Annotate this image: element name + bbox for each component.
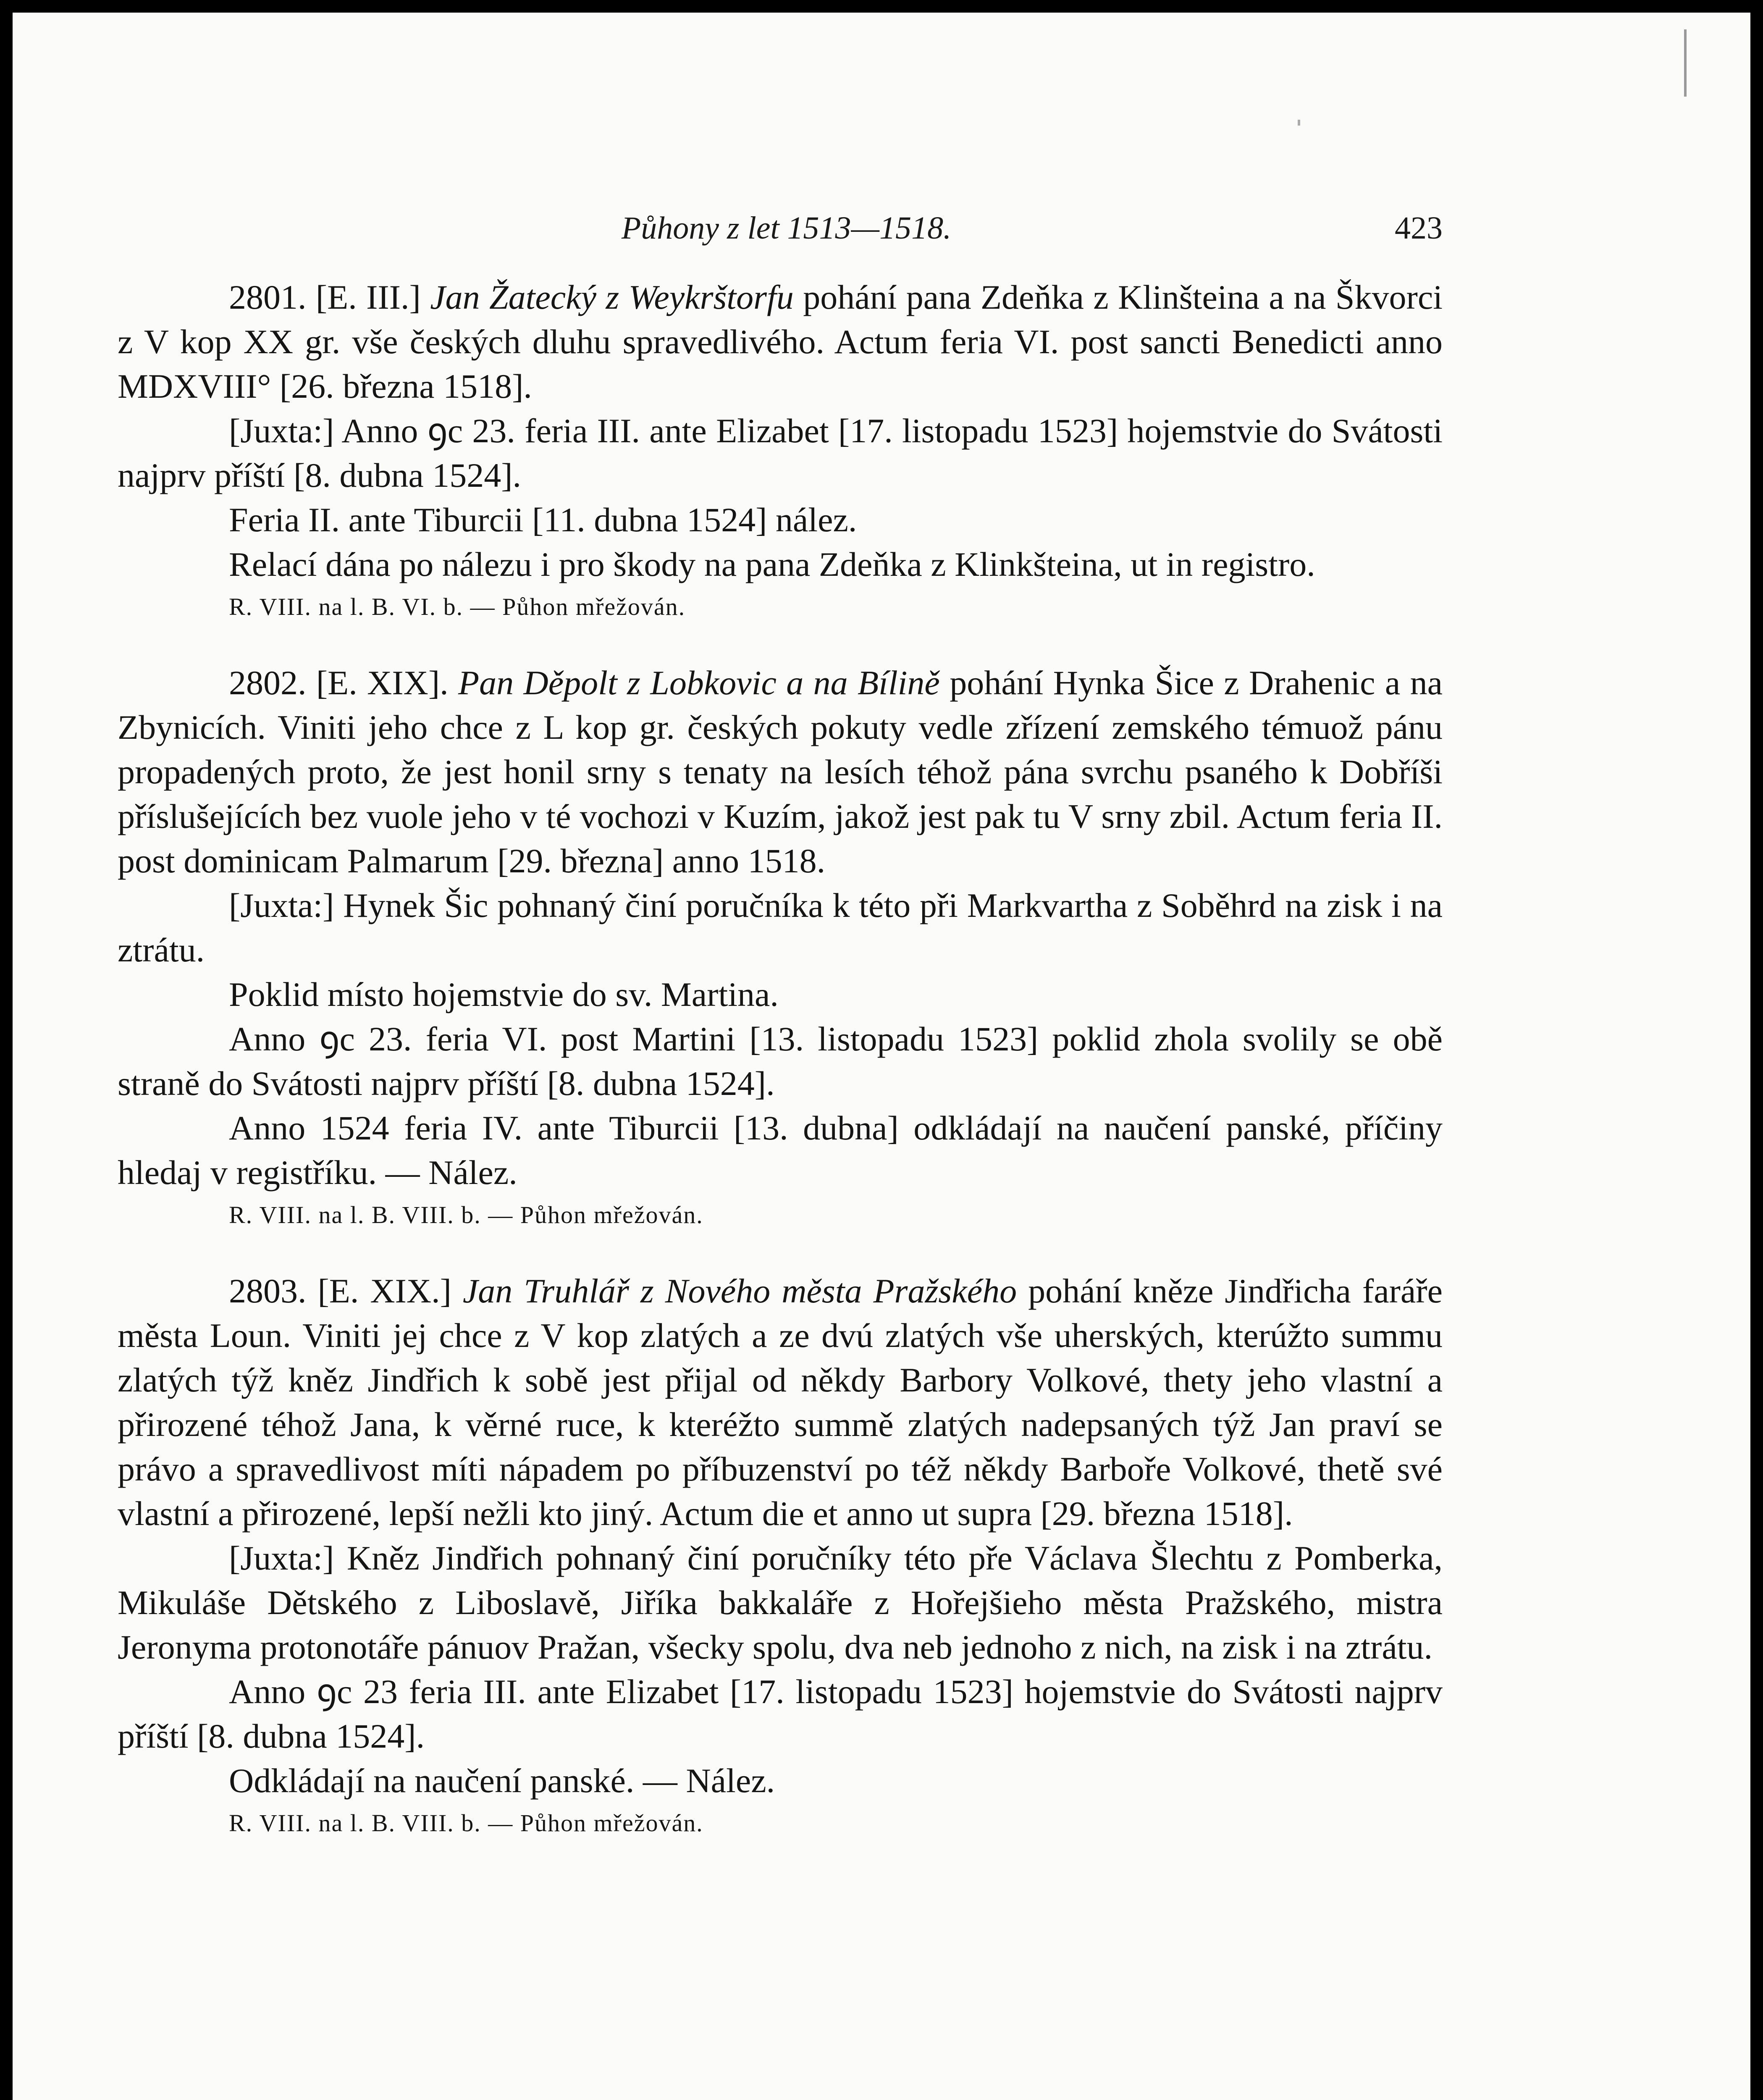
scan-artifact — [1298, 120, 1300, 126]
entry-lead — [118, 275, 1443, 409]
entry-number: 2802. [E. XIX]. — [229, 664, 449, 702]
entry-paragraph: [Juxta:] Anno ꝯc 23. feria III. ante Elizabet [17. listopadu 1523] hojemstvie do Svátosti najprv příští [8. dubna 1524]. — [118, 412, 1443, 494]
entry-paragraph: Odkládají na naučení panské. — Nález. — [229, 1761, 775, 1800]
entry-paragraph: Feria II. ante Tiburcii [11. dubna 1524] nález. — [229, 501, 857, 539]
entry-2802 — [118, 661, 1443, 1235]
entry-paragraph: Anno ꝯc 23 feria III. ante Elizabet [17. listopadu 1523] hojemstvie do Svátosti najprv příští [8. dubna 1524]. — [118, 1672, 1443, 1755]
running-header — [130, 210, 1443, 256]
body-text — [118, 275, 1443, 1877]
entry-note: R. VIII. na l. B. VI. b. — Půhon mřežován. — [229, 593, 686, 620]
entry-lead — [118, 1269, 1443, 1536]
entry-paragraph: Anno 1524 feria IV. ante Tiburcii [13. dubna] odkládají na naučení panské, příčiny hledaj v registříku. — Nález. — [118, 1109, 1443, 1192]
entry-plaintiff: Pan Děpolt z Lobkovic a na Bílině — [458, 664, 940, 702]
scan-artifact — [1684, 29, 1687, 97]
entry-paragraph: [Juxta:] Hynek Šic pohnaný činí poručníka k této při Markvartha z Soběhrd na zisk i na ztrátu. — [118, 886, 1443, 969]
entry-text: pohání Hynka Šice z Drahenic a na Zbynicích. Viniti jeho chce z L kop gr. českých pokuty vedle zřízení zemského témuož pánu propadených proto, že jest honil srny s tenaty na lesích téhož pána svrchu psaného k Dobříši příslušejících bez vuole jeho v té vochozi v Kuzím, jakož jest pak tu V srny zbil. Actum feria II. post dominicam Palmarum [29. března] anno 1518. — [118, 664, 1443, 880]
entry-note: R. VIII. na l. B. VIII. b. — Půhon mřežován. — [229, 1201, 703, 1228]
entry-paragraph: Anno ꝯc 23. feria VI. post Martini [13. listopadu 1523] poklid zhola svolily se obě straně do Svátosti najprv příští [8. dubna 1524]. — [118, 1020, 1443, 1102]
entry-2801 — [118, 275, 1443, 627]
entry-text: pohání pana Zdeňka z Klinšteina a na Škvorci z V kop XX gr. vše českých dluhu spravedlivého. Actum feria VI. post sancti Benedicti anno MDXVIII° [26. března 1518]. — [118, 278, 1443, 405]
entry-paragraph: Relací dána po nálezu i pro škody na pana Zdeňka z Klinkšteina, ut in registro. — [229, 545, 1315, 583]
scanned-page — [13, 13, 1750, 2100]
entry-note: R. VIII. na l. B. VIII. b. — Půhon mřežován. — [229, 1809, 703, 1837]
entry-plaintiff: Jan Žatecký z Weykrštorfu — [430, 278, 794, 316]
entry-number: 2803. [E. XIX.] — [229, 1272, 451, 1310]
entry-text: pohání kněze Jindřicha faráře města Loun. Viniti jej chce z V kop zlatých a ze dvú zlatých vše uherských, kterúžto summu zlatých týž kněz Jindřich k sobě jest přijal od někdy Barbory Volkové, thety jeho vlastní a přirozené téhož Jana, k věrné ruce, k kteréžto summě zlatých nadepsaných týž Jan praví se právo a spravedlivost míti nápadem po příbuzenství po též někdy Barboře Volkové, thetě své vlastní a přirozené, lepší nežli kto jiný. Actum die et anno ut supra [29. března 1518]. — [118, 1272, 1443, 1533]
running-title: Půhony z let 1513—1518. — [621, 210, 952, 246]
entry-number: 2801. [E. III.] — [229, 278, 421, 316]
entry-paragraph: Poklid místo hojemstvie do sv. Martina. — [229, 975, 779, 1013]
page-number: 423 — [1395, 210, 1443, 246]
entry-plaintiff: Jan Truhlář z Nového města Pražského — [462, 1272, 1017, 1310]
entry-lead — [118, 661, 1443, 883]
entry-paragraph: [Juxta:] Kněz Jindřich pohnaný činí poručníky této pře Václava Šlechtu z Pomberka, Mikuláše Dětského z Liboslavě, Jiříka bakkaláře z Hořejšieho města Pražského, mistra Jeronyma protonotáře pánuov Pražan, všecky spolu, dva neb jednoho z nich, na zisk i na ztrátu. — [118, 1539, 1443, 1666]
entry-2803 — [118, 1269, 1443, 1843]
